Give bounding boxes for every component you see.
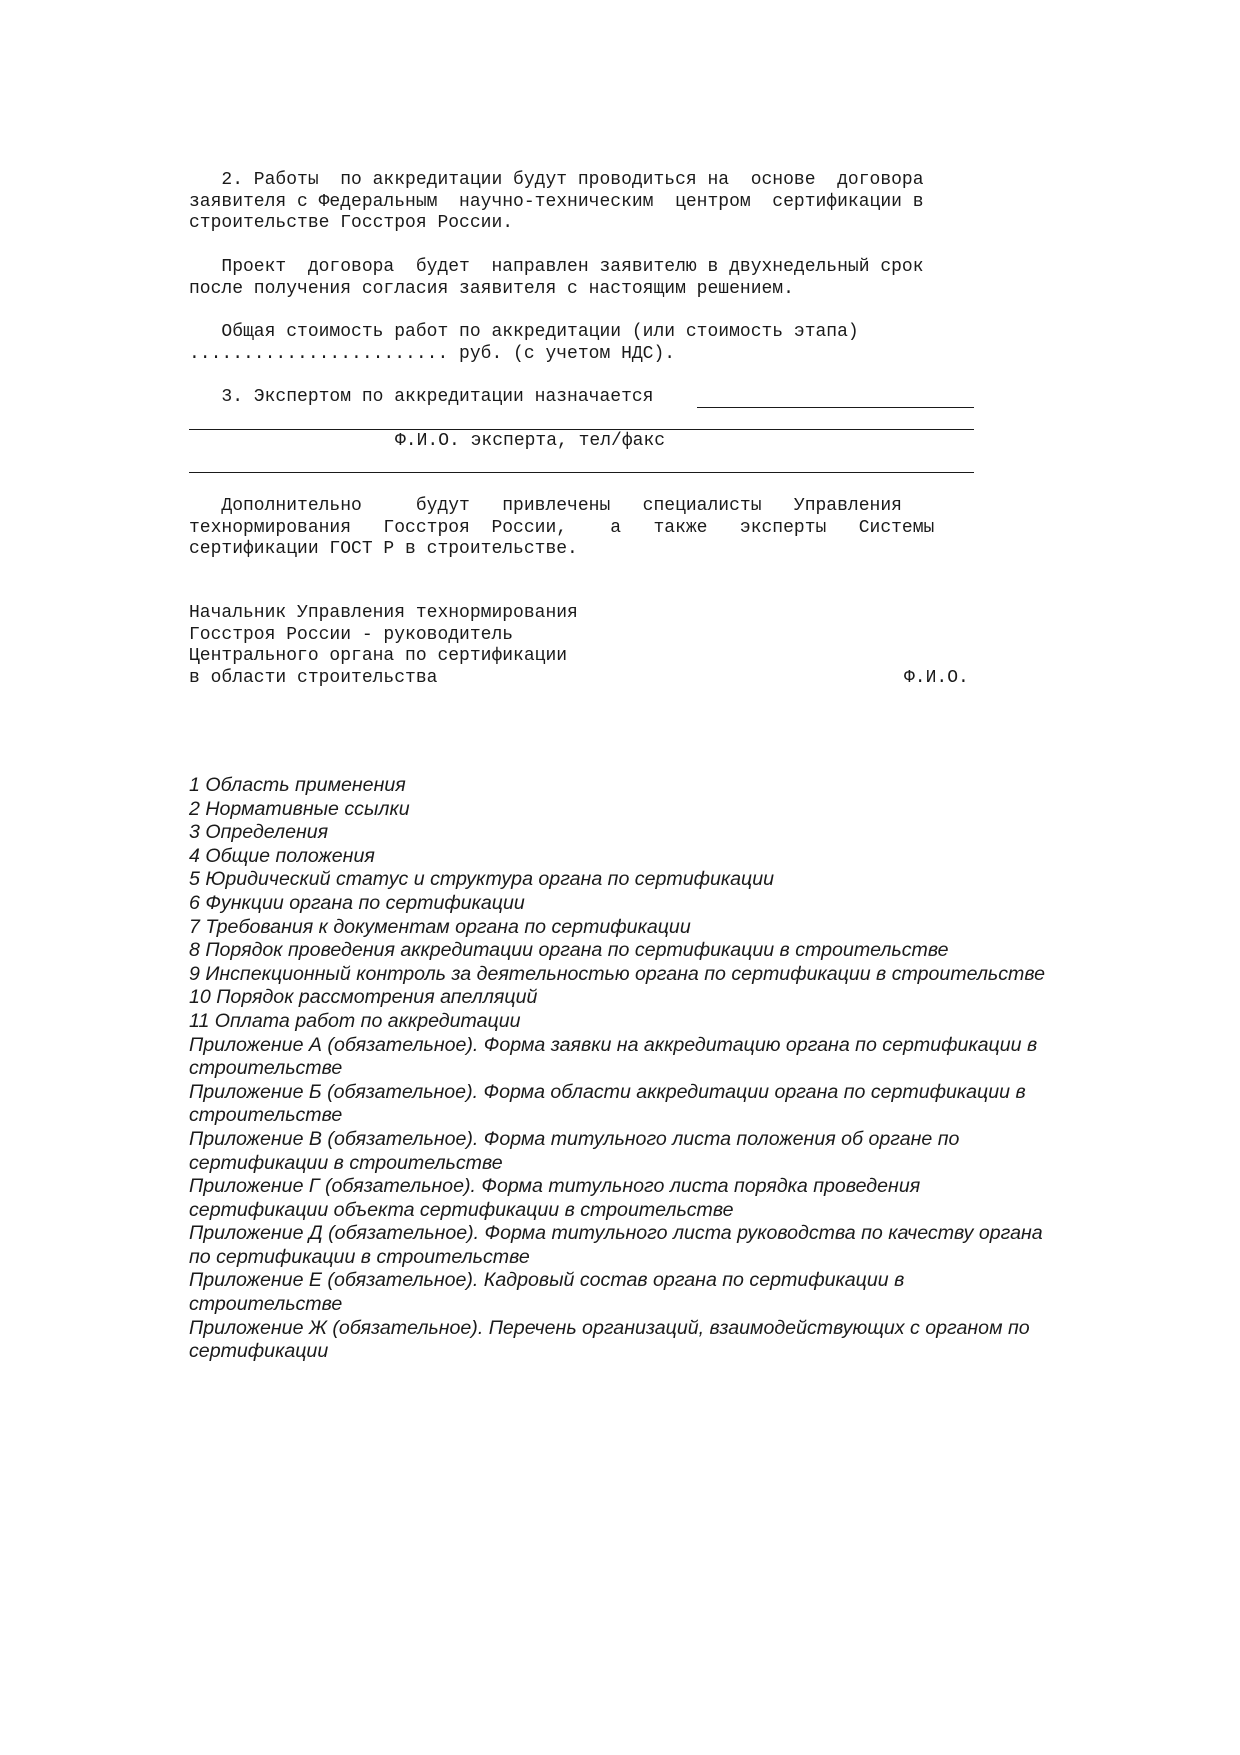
- cost-paragraph: [189, 322, 974, 365]
- text-line: Проект договора будет направлен заявителю в двухнедельный срок: [189, 257, 924, 277]
- signature-name: Ф.И.О.: [904, 668, 969, 688]
- toc-item[interactable]: 8 Порядок проведения аккредитации органа по сертификации в строительстве: [189, 939, 949, 962]
- toc-item[interactable]: 4 Общие положения: [189, 844, 375, 867]
- toc-item[interactable]: Приложение Г (обязательное). Форма титульного листа порядка проведения сертификации объекта сертификации в строительстве: [189, 1175, 921, 1221]
- text-line: после получения согласия заявителя с настоящим решением.: [189, 278, 794, 299]
- additional-specialists-paragraph: [189, 496, 974, 561]
- toc-item[interactable]: 11 Оплата работ по аккредитации: [189, 1009, 521, 1032]
- toc-item[interactable]: Приложение Д (обязательное). Форма титульного листа руководства по качеству органа по сертификации в строительстве: [189, 1222, 1043, 1268]
- text-line: заявителя с Федеральным научно-техническим центром сертификации в: [189, 191, 924, 212]
- toc-item[interactable]: 1 Область применения: [189, 774, 406, 796]
- expert-name-blank: [697, 407, 974, 408]
- text-line: технормирования Госстроя России, а также эксперты Системы: [189, 517, 935, 538]
- expert-caption: Ф.И.О. эксперта, тел/факс: [395, 431, 666, 451]
- table-of-contents: [189, 774, 1059, 1364]
- toc-item[interactable]: 2 Нормативные ссылки: [189, 797, 410, 820]
- toc-item[interactable]: 9 Инспекционный контроль за деятельностью органа по сертификации в строительстве: [189, 962, 1046, 985]
- expert-assignment-line: 3. Экспертом по аккредитации назначается: [189, 387, 654, 407]
- section-2-paragraph-2: [189, 257, 974, 300]
- text-line: ........................ руб. (с учетом НДС).: [189, 343, 676, 364]
- toc-item[interactable]: Приложение А (обязательное). Форма заявки на аккредитацию органа по сертификации в строительстве: [189, 1033, 1038, 1080]
- signature-title-line: в области строительства: [189, 667, 438, 688]
- text-line: 2. Работы по аккредитации будут проводиться на основе договора: [189, 170, 924, 190]
- text-line: строительстве Госстроя России.: [189, 213, 514, 234]
- text-line: Общая стоимость работ по аккредитации (или стоимость этапа): [189, 322, 859, 342]
- toc-item[interactable]: Приложение Б (обязательное). Форма области аккредитации органа по сертификации в строительстве: [189, 1080, 1026, 1127]
- toc-item[interactable]: 6 Функции органа по сертификации: [189, 891, 525, 914]
- signature-title-line: Центрального органа по сертификации: [189, 646, 568, 667]
- signature-title-line: Начальник Управления технормирования: [189, 603, 578, 623]
- toc-item[interactable]: 3 Определения: [189, 821, 329, 844]
- signature-block: [189, 603, 974, 689]
- toc-item[interactable]: Приложение Е (обязательное). Кадровый состав органа по сертификации в строительстве: [189, 1269, 905, 1316]
- toc-item[interactable]: 10 Порядок рассмотрения апелляций: [189, 986, 538, 1009]
- text-line: сертификации ГОСТ Р в строительстве.: [189, 539, 578, 560]
- toc-item[interactable]: Приложение Ж (обязательное). Перечень организаций, взаимодействующих с органом по сертификации: [189, 1316, 1030, 1363]
- text-line: Дополнительно будут привлечены специалисты Управления: [189, 496, 902, 516]
- signature-title-line: Госстроя России - руководитель: [189, 624, 514, 645]
- section-2-paragraph-1: [189, 170, 974, 235]
- toc-item[interactable]: 5 Юридический статус и структура органа по сертификации: [189, 868, 775, 891]
- toc-item[interactable]: 7 Требования к документам органа по сертификации: [189, 915, 691, 938]
- toc-item[interactable]: Приложение В (обязательное). Форма титульного листа положения об органе по сертификации в строительстве: [189, 1127, 960, 1174]
- expert-full-rule: [189, 429, 974, 430]
- expert-bottom-rule: [189, 472, 974, 473]
